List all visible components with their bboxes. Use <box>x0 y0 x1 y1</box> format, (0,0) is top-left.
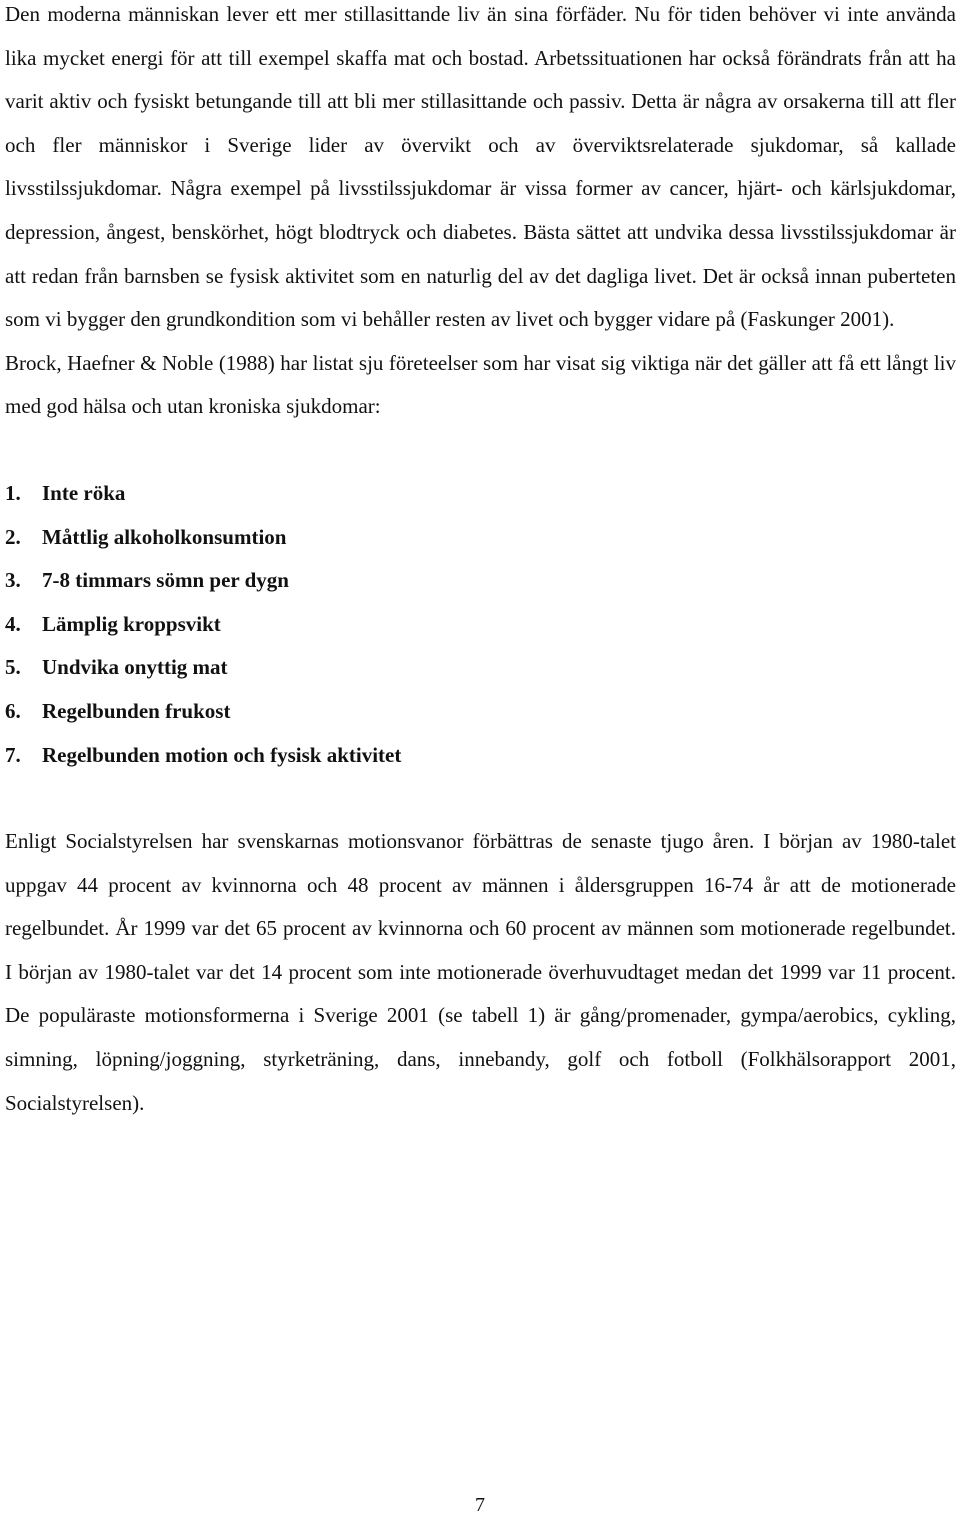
list-item-number: 5. <box>5 655 21 680</box>
document-page <box>5 0 956 1125</box>
list-item-text: Inte röka <box>42 480 126 505</box>
list-item-text: Undvika onyttig mat <box>42 655 228 680</box>
page-number: 7 <box>475 1494 485 1516</box>
list-item-text: 7-8 timmars sömn per dygn <box>42 568 289 593</box>
list-item <box>5 646 956 690</box>
list-item-number: 4. <box>5 611 21 636</box>
list-item <box>5 516 956 560</box>
paragraph-lifestyle: Den moderna människan lever ett mer stillasittande liv än sina förfäder. Nu för tiden behöver vi inte använda lika mycket energi för att till exempel skaffa mat och bostad. Arbetssituationen har också förändrats från att ha varit aktiv och fysiskt betungande till att bli mer stillasittande och passiv. Detta är några av orsakerna till att fler och fler människor i Sverige lider av övervikt och av överviktsrelaterade sjukdomar, så kallade livsstilssjukdomar. Några exempel på livsstilssjukdomar är vissa former av cancer, hjärt- och kärlsjukdomar, depression, ångest, benskörhet, högt blodtryck och diabetes. Bästa sättet att undvika dessa livsstilssjukdomar är att redan från barnsben se fysisk aktivitet som en naturlig del av det dagliga livet. Det är också innan puberteten som vi bygger den grundkondition som vi behåller resten av livet och bygger vidare på (Faskunger 2001). <box>5 2 956 332</box>
health-factors-list <box>5 472 956 777</box>
paragraph-socialstyrelsen: Enligt Socialstyrelsen har svenskarnas motionsvanor förbättras de senaste tjugo åren. I början av 1980-talet uppgav 44 procent av kvinnorna och 48 procent av männen i åldersgruppen 16-74 år att de motionerade regelbundet. År 1999 var det 65 procent av kvinnorna och 60 procent av männen som motionerade regelbundet. I början av 1980-talet var det 14 procent som inte motionerade överhuvudtaget medan det 1999 var 11 procent. De populäraste motionsformerna i Sverige 2001 (se tabell 1) är gång/promenader, gympa/aerobics, cykling, simning, löpning/joggning, styrketräning, dans, innebandy, golf och fotboll (Folkhälsorapport 2001, Socialstyrelsen). <box>5 829 956 1115</box>
list-item-number: 3. <box>5 568 21 593</box>
list-item-number: 6. <box>5 698 21 723</box>
paragraph-brock-haefner-noble: Brock, Haefner & Noble (1988) har listat sju företeelser som har visat sig viktiga när det gäller att få ett långt liv med god hälsa och utan kroniska sjukdomar: <box>5 350 956 419</box>
list-item-number: 2. <box>5 524 21 549</box>
list-item-text: Regelbunden motion och fysisk aktivitet <box>42 742 402 767</box>
list-item <box>5 603 956 647</box>
list-item <box>5 472 956 516</box>
list-item <box>5 690 956 734</box>
list-item <box>5 734 956 778</box>
list-item-text: Lämplig kroppsvikt <box>42 611 221 636</box>
list-item-text: Måttlig alkoholkonsumtion <box>42 524 287 549</box>
list-item <box>5 559 956 603</box>
list-item-text: Regelbunden frukost <box>42 698 231 723</box>
list-item-number: 7. <box>5 742 21 767</box>
list-item-number: 1. <box>5 480 21 505</box>
